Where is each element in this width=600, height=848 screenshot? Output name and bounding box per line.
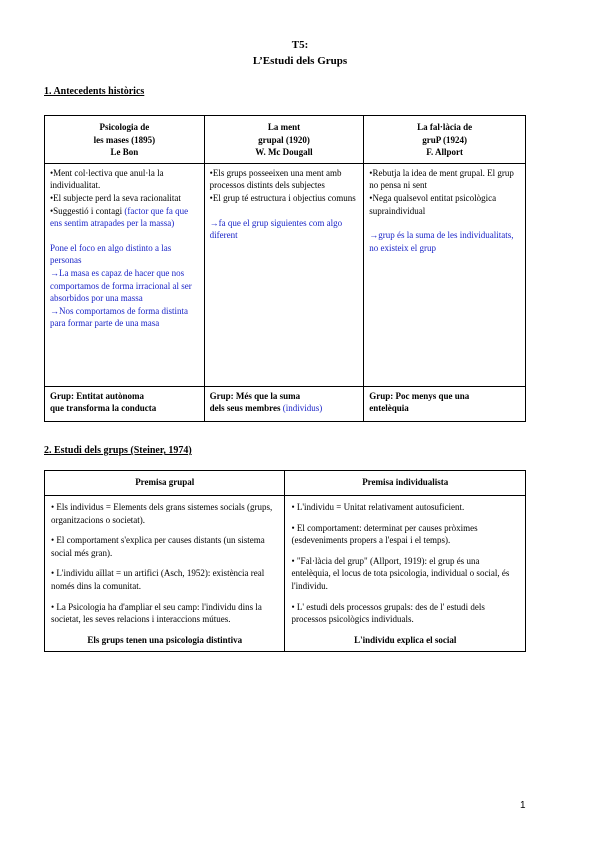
header-line: les mases (1895) (93, 134, 156, 145)
blue-note: →Nos comportamos de forma distinta para formar parte de una masa (50, 305, 188, 329)
blue-note: →fa que el grup siguientes com algo diferent (209, 217, 343, 241)
footer-line: Grup: Més que la suma (209, 390, 301, 401)
header-line: La fal·làcia de (417, 122, 473, 132)
blue-note: →grup és la suma de les individualitats, no existeix el grup (369, 230, 514, 253)
individualist-premise-header: Premisa individualista (285, 471, 526, 496)
blue-note: →La masa es capaz de hacer que nos comportamos de forma irracional al ser absorbidos por una massa (50, 267, 192, 304)
header-line: Psicologia de (99, 122, 150, 132)
section1-heading: 1. Antecedents històrics (44, 86, 145, 97)
individualist-premise-content (285, 496, 526, 652)
header-line: W. Mc Dougall (255, 147, 313, 158)
individualist-premise-conclusion: L'individu explica el social (354, 634, 457, 645)
blue-note: (factor que fa que ens sentim atrapades per la massa) (50, 205, 189, 229)
premise-item: • Els individus = Elements dels grans sistemes socials (grups, organitzacions o societat). (51, 502, 273, 525)
footer-line: entelèquia (369, 403, 409, 414)
bullet-item: •El grup té estructura i objectius comuns (209, 192, 356, 203)
premise-item: • L' estudi dels processos grupals: des de l' estudi dels processos psicològics individuals. (291, 601, 485, 625)
allport-footer (364, 386, 526, 421)
premise-item: • L'individu aïllat = un artifici (Asch, 1952): existència real només dins la comunitat. (51, 568, 265, 591)
allport-content (364, 163, 526, 386)
bullet-item: •Suggestió i contagi (50, 205, 125, 216)
bullet-item: •El subjecte perd la seva racionalitat (50, 192, 181, 203)
premise-item: • L'individu = Unitat relativament autosuficient. (291, 502, 465, 512)
header-line: F. Allport (426, 147, 463, 158)
antecedents-table (44, 115, 526, 422)
premise-item: • La Psicologia ha d'ampliar el seu camp: l'individu dins la societat, les seves relacions i interaccions mútues. (51, 601, 262, 625)
footer-line: Grup: Poc menys que una (369, 390, 470, 401)
header-line: grupal (1920) (258, 134, 310, 145)
footer-line: que transforma la conducta (50, 403, 157, 414)
blue-note: (individus) (282, 403, 323, 414)
le-bon-content (45, 163, 205, 386)
bullet-item: •Ment col·lectiva que anul·la la individualitat. (50, 167, 164, 191)
mcdougall-content (204, 163, 364, 386)
page-number: 1 (520, 800, 526, 811)
bullet-item: •Rebutja la idea de ment grupal. El grup no pensa ni sent (369, 167, 514, 191)
doc-title-line1: T5: (291, 39, 309, 51)
le-bon-header (45, 116, 205, 164)
group-premise-content (45, 496, 285, 652)
group-premise-header: Premisa grupal (45, 471, 285, 496)
premise-item: • "Fal·làcia del grup" (Allport, 1919): el grup és una entelèquia, el locus de tota psicologia, individual o social, és l'individu. (291, 555, 510, 591)
premises-table (44, 470, 526, 652)
footer-line: dels seus membres (209, 403, 283, 414)
group-premise-conclusion: Els grups tenen una psicologia distintiva (87, 634, 243, 645)
le-bon-footer (45, 386, 205, 421)
bullet-item: •Els grups posseeixen una ment amb processos distints dels subjectes (209, 167, 342, 191)
doc-title-line2: L’Estudi dels Grups (252, 55, 348, 67)
premise-item: • El comportament: determinat per causes pròximes (esdeveniments propers a l'espai i el temps). (291, 522, 478, 546)
mcdougall-header (204, 116, 364, 164)
header-line: Le Bon (110, 147, 139, 158)
header-line: La ment (267, 122, 301, 132)
mcdougall-footer (204, 386, 364, 421)
premise-item: • El comportament s'explica per causes distants (un sistema social més gran). (51, 535, 265, 558)
footer-line: Grup: Entitat autònoma (50, 390, 145, 401)
allport-header (364, 116, 526, 164)
section2-heading: 2. Estudi dels grups (Steiner, 1974) (44, 445, 192, 456)
bullet-item: •Nega qualsevol entitat psicològica supraindividual (369, 192, 497, 216)
blue-note: Pone el foco en algo distinto a las personas (50, 242, 172, 266)
header-line: gruP (1924) (422, 134, 468, 145)
